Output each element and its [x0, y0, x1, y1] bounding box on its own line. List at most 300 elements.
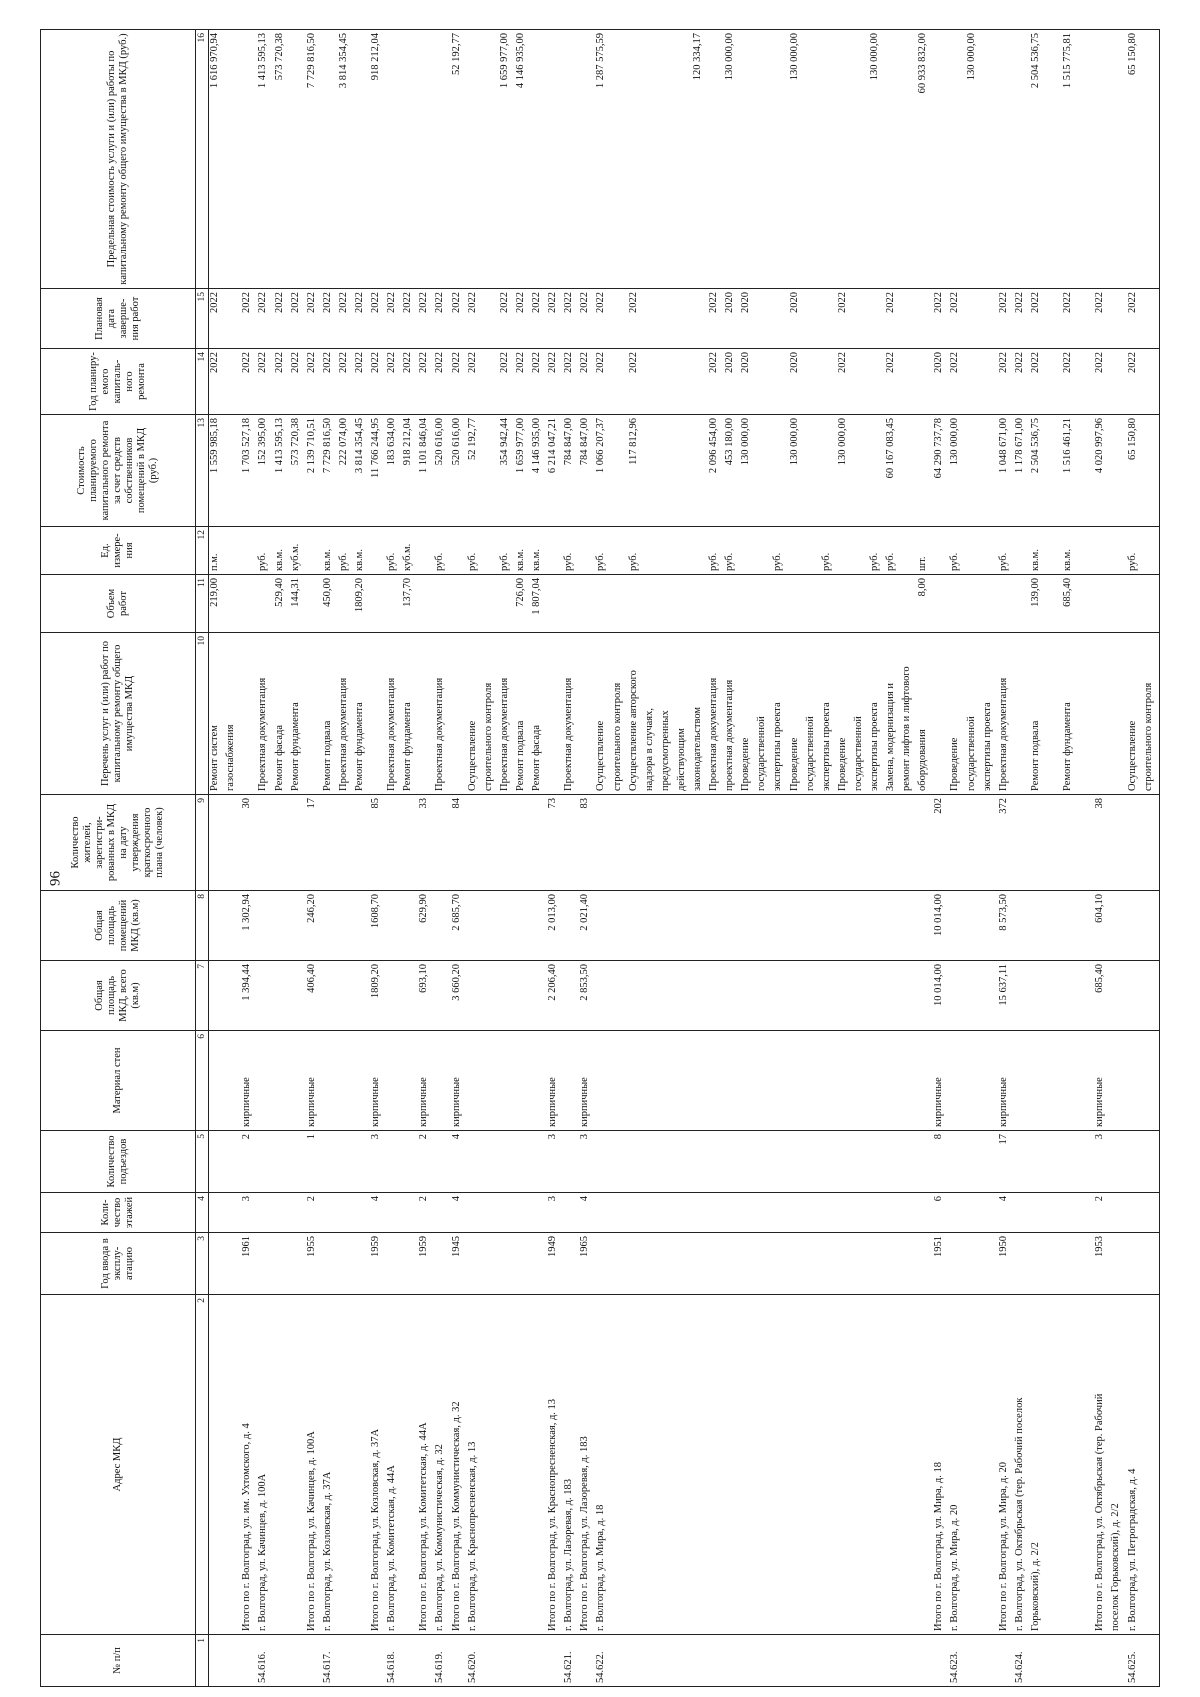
- table-cell: Проектная документация: [338, 633, 354, 795]
- table-cell: г. Волгоград, ул. Коммунистическая, д. 32: [434, 1295, 450, 1635]
- table-cell: 4: [998, 1193, 1014, 1233]
- table-cell: [853, 961, 869, 1031]
- table-cell: [933, 633, 949, 795]
- table-row: [370, 30, 386, 1687]
- table-cell: [853, 1031, 869, 1131]
- table-cell: 85: [370, 795, 386, 891]
- table-cell: 1: [306, 1131, 322, 1193]
- table-cell: [772, 349, 788, 415]
- table-cell: [354, 30, 370, 289]
- table-cell: [386, 795, 402, 891]
- table-cell: [885, 891, 901, 961]
- table-cell: [982, 1131, 998, 1193]
- table-cell: [853, 1295, 869, 1635]
- table-cell: [998, 575, 1014, 633]
- table-cell: [821, 289, 837, 349]
- table-cell: [225, 349, 241, 415]
- table-cell: [644, 1131, 660, 1193]
- table-cell: [1046, 961, 1062, 1031]
- table-cell: 2 504 536,75: [1029, 33, 1041, 89]
- table-cell: 2022: [306, 349, 322, 415]
- table-row: [1014, 30, 1030, 1687]
- table-cell: 130 000,00: [965, 33, 977, 81]
- table-cell: [692, 1131, 708, 1193]
- table-cell: 4 146 935,00: [531, 415, 547, 527]
- table-cell: [612, 891, 628, 961]
- table-cell: [708, 575, 724, 633]
- table-cell: Итого по г. Волгоград, ул. Козловская, д. 37А: [370, 1295, 386, 1635]
- table-cell: [982, 527, 998, 575]
- table-row: [821, 30, 837, 1687]
- table-cell: [225, 1131, 241, 1193]
- table-cell: [1078, 795, 1094, 891]
- table-cell: [467, 30, 483, 289]
- table-cell: [531, 1635, 547, 1687]
- table-cell: 2022: [531, 349, 547, 415]
- table-cell: [306, 575, 322, 633]
- table-cell: 1 302,94: [241, 891, 257, 961]
- table-cell: 2022: [563, 289, 579, 349]
- table-cell: [805, 1131, 821, 1193]
- table-cell: [1046, 1131, 1062, 1193]
- table-cell: [354, 795, 370, 891]
- table-cell: 1961: [241, 1233, 257, 1295]
- column-number-row: [196, 30, 209, 1687]
- table-cell: 54.622.: [595, 1635, 611, 1687]
- table-cell: [1143, 1031, 1160, 1131]
- table-cell: [1062, 1193, 1078, 1233]
- table-cell: [1062, 1131, 1078, 1193]
- table-cell: [257, 891, 273, 961]
- table-cell: [1046, 891, 1062, 961]
- table-cell: [1078, 961, 1094, 1031]
- table-cell: Проектная документация: [499, 633, 515, 795]
- table-cell: 2022: [418, 289, 434, 349]
- table-cell: Ремонт фундамента: [402, 633, 418, 795]
- table-cell: [805, 415, 821, 527]
- table-cell: 2022: [338, 349, 354, 415]
- table-cell: [1030, 1193, 1046, 1233]
- table-cell: 73: [547, 795, 563, 891]
- table-cell: 7 729 816,50: [305, 33, 317, 89]
- table-cell: 1 659 977,00: [498, 33, 510, 89]
- table-cell: [612, 527, 628, 575]
- table-cell: Проектная документация: [563, 633, 579, 795]
- table-cell: [982, 1193, 998, 1233]
- table-cell: [209, 1031, 226, 1131]
- table-cell: 2022: [547, 289, 563, 349]
- table-row: [241, 30, 257, 1687]
- table-cell: руб.: [386, 527, 402, 575]
- table-cell: [1078, 1233, 1094, 1295]
- table-cell: 453 180,00: [724, 415, 740, 527]
- table-cell: [322, 1193, 338, 1233]
- table-cell: [966, 1635, 982, 1687]
- table-cell: [1143, 349, 1160, 415]
- table-cell: [917, 289, 933, 349]
- table-cell: Ремонт фасада: [274, 633, 290, 795]
- table-cell: [869, 795, 885, 891]
- table-cell: 60 933 832,00: [917, 33, 929, 94]
- table-cell: [917, 1193, 933, 1233]
- table-cell: [644, 30, 660, 289]
- table-cell: [692, 891, 708, 961]
- table-cell: [402, 1635, 418, 1687]
- table-cell: 1 413 595,13: [257, 33, 269, 89]
- table-cell: [1143, 1233, 1160, 1295]
- table-row: [547, 30, 563, 1687]
- table-cell: 2022: [531, 289, 547, 349]
- table-cell: [966, 961, 982, 1031]
- table-cell: [998, 30, 1014, 289]
- table-cell: [1014, 1031, 1030, 1131]
- table-cell: [579, 1635, 595, 1687]
- table-cell: [1110, 415, 1126, 527]
- table-cell: [692, 289, 708, 349]
- table-cell: 54.617.: [322, 1635, 338, 1687]
- table-cell: 2022: [402, 289, 418, 349]
- table-cell: [853, 1233, 869, 1295]
- table-cell: 918 212,04: [370, 33, 382, 81]
- table-cell: [949, 1031, 965, 1131]
- column-number: 1: [196, 1635, 209, 1687]
- table-cell: [257, 1131, 273, 1193]
- table-cell: [837, 1295, 853, 1635]
- table-cell: [805, 30, 821, 289]
- table-cell: 2022: [499, 349, 515, 415]
- table-cell: [1078, 891, 1094, 961]
- table-cell: руб.: [338, 527, 354, 575]
- column-number: 8: [196, 891, 209, 961]
- table-cell: [869, 961, 885, 1031]
- table-cell: кв.м.: [322, 527, 338, 575]
- table-cell: [1030, 961, 1046, 1031]
- table-row: [274, 30, 290, 1687]
- table-cell: [1078, 527, 1094, 575]
- table-cell: 130 000,00: [724, 33, 736, 81]
- table-cell: [402, 1131, 418, 1193]
- table-cell: 1 066 207,37: [595, 415, 611, 527]
- table-cell: г. Волгоград, ул. Мира, д. 20: [949, 1295, 965, 1635]
- table-cell: [772, 1295, 788, 1635]
- table-cell: [1143, 1295, 1160, 1635]
- column-number: 5: [196, 1131, 209, 1193]
- table-cell: [724, 1233, 740, 1295]
- table-cell: [1078, 1635, 1094, 1687]
- table-cell: [644, 415, 660, 527]
- table-cell: 2: [241, 1131, 257, 1193]
- table-cell: руб.: [998, 527, 1014, 575]
- table-cell: [563, 1193, 579, 1233]
- table-cell: 1949: [547, 1233, 563, 1295]
- table-cell: [257, 1233, 273, 1295]
- table-cell: [901, 1193, 917, 1233]
- table-cell: 54.625.: [1127, 1635, 1143, 1687]
- table-cell: [499, 1193, 515, 1233]
- page-number: 96: [47, 871, 64, 886]
- table-cell: [499, 575, 515, 633]
- table-cell: 2022: [885, 289, 901, 349]
- table-cell: [901, 795, 917, 891]
- table-cell: [966, 575, 982, 633]
- table-cell: [434, 1193, 450, 1233]
- table-cell: 3: [370, 1131, 386, 1193]
- table-cell: [660, 527, 676, 575]
- table-cell: [354, 1295, 370, 1635]
- table-cell: [805, 1031, 821, 1131]
- table-cell: 130 000,00: [869, 33, 880, 81]
- table-cell: [1014, 891, 1030, 961]
- table-cell: [579, 633, 595, 795]
- table-cell: [354, 1031, 370, 1131]
- table-cell: [290, 1233, 306, 1295]
- table-cell: [467, 1131, 483, 1193]
- table-cell: 183 634,00: [386, 415, 402, 527]
- table-row: [579, 30, 595, 1687]
- table-cell: [402, 30, 418, 289]
- table-cell: [1046, 1295, 1062, 1635]
- table-cell: 2022: [209, 349, 226, 415]
- table-cell: [933, 30, 949, 289]
- table-cell: [563, 891, 579, 961]
- table-cell: [595, 1031, 611, 1131]
- column-header: Адрес МКД: [41, 1295, 196, 1635]
- table-cell: 2 206,40: [547, 961, 563, 1031]
- table-cell: 11 766 244,95: [370, 415, 386, 527]
- table-cell: [724, 795, 740, 891]
- table-cell: [1078, 1131, 1094, 1193]
- column-number: 14: [196, 349, 209, 415]
- table-cell: [257, 795, 273, 891]
- table-cell: [982, 415, 998, 527]
- table-cell: [370, 1635, 386, 1687]
- table-cell: [1030, 1031, 1046, 1131]
- table-cell: [1143, 527, 1160, 575]
- table-cell: 2 853,50: [579, 961, 595, 1031]
- table-cell: [1030, 1635, 1046, 1687]
- table-cell: [917, 1131, 933, 1193]
- table-cell: [1046, 30, 1062, 289]
- table-cell: 1 559 985,18: [209, 415, 226, 527]
- table-cell: 2022: [579, 289, 595, 349]
- table-cell: 2: [1094, 1193, 1110, 1233]
- table-cell: [274, 1295, 290, 1635]
- table-cell: [1062, 1031, 1078, 1131]
- table-cell: [290, 1031, 306, 1131]
- table-cell: [1062, 1295, 1078, 1635]
- table-cell: г. Волгоград, ул. Октябрьская (тер. Рабочий поселок: [1014, 1295, 1030, 1635]
- table-cell: 120 334,17: [691, 33, 703, 81]
- table-cell: [676, 961, 692, 1031]
- table-cell: 1 807,04: [531, 575, 547, 633]
- table-cell: Ремонт подвала: [515, 633, 531, 795]
- table-cell: 130 000,00: [740, 415, 756, 527]
- table-cell: 2022: [338, 289, 354, 349]
- table-cell: [499, 795, 515, 891]
- column-number: 7: [196, 961, 209, 1031]
- table-cell: 6 214 047,21: [547, 415, 563, 527]
- table-cell: 685,40: [1062, 575, 1078, 633]
- table-cell: [821, 795, 837, 891]
- table-cell: 1 413 595,13: [274, 415, 290, 527]
- table-cell: [708, 1635, 724, 1687]
- table-cell: [789, 527, 805, 575]
- table-cell: [692, 415, 708, 527]
- table-cell: [338, 1233, 354, 1295]
- table-cell: [338, 1295, 354, 1635]
- table-cell: 117 812,96: [628, 415, 644, 527]
- table-cell: [547, 633, 563, 795]
- table-cell: [740, 961, 756, 1031]
- table-cell: [483, 1635, 499, 1687]
- table-cell: [1046, 289, 1062, 349]
- table-cell: 152 395,00: [257, 415, 273, 527]
- table-cell: [1127, 1031, 1143, 1131]
- table-cell: [1127, 1233, 1143, 1295]
- table-cell: куб.м.: [402, 527, 418, 575]
- table-cell: [451, 633, 467, 795]
- table-cell: руб.: [628, 527, 644, 575]
- column-header: Количество подъездов: [41, 1131, 196, 1193]
- table-cell: [241, 30, 257, 289]
- table-cell: [740, 891, 756, 961]
- table-cell: [853, 1635, 869, 1687]
- table-cell: [290, 891, 306, 961]
- table-cell: [595, 795, 611, 891]
- table-cell: [885, 30, 901, 289]
- table-cell: [354, 1233, 370, 1295]
- table-cell: 784 847,00: [563, 415, 579, 527]
- table-cell: [885, 575, 901, 633]
- table-cell: [982, 961, 998, 1031]
- table-cell: 685,40: [1094, 961, 1110, 1031]
- table-cell: [467, 1031, 483, 1131]
- table-cell: [772, 575, 788, 633]
- table-cell: 130 000,00: [788, 33, 800, 81]
- table-cell: [274, 1193, 290, 1233]
- table-cell: [1078, 349, 1094, 415]
- table-cell: 2022: [322, 349, 338, 415]
- table-cell: [917, 891, 933, 961]
- table-cell: 2022: [1094, 289, 1110, 349]
- table-cell: [853, 1131, 869, 1193]
- table-cell: [837, 30, 853, 289]
- table-cell: [821, 1193, 837, 1233]
- table-cell: государственной: [853, 633, 869, 795]
- table-cell: 83: [579, 795, 595, 891]
- table-cell: [1014, 795, 1030, 891]
- table-cell: 246,20: [306, 891, 322, 961]
- table-cell: 1965: [579, 1233, 595, 1295]
- table-cell: 2022: [708, 349, 724, 415]
- table-cell: [772, 1635, 788, 1687]
- table-cell: 450,00: [322, 575, 338, 633]
- table-cell: г. Волгоград, ул. Лазоревая, д. 183: [563, 1295, 579, 1635]
- table-cell: [805, 289, 821, 349]
- column-header: № п/п: [41, 1635, 196, 1687]
- table-cell: [837, 961, 853, 1031]
- table-cell: [692, 575, 708, 633]
- table-cell: 2022: [257, 349, 273, 415]
- table-cell: [338, 1193, 354, 1233]
- table-cell: [579, 527, 595, 575]
- table-cell: [1110, 1193, 1126, 1233]
- table-row: [354, 30, 370, 1687]
- table-cell: [1110, 1635, 1126, 1687]
- table-cell: [628, 795, 644, 891]
- table-cell: [708, 1131, 724, 1193]
- table-cell: 2 139 710,51: [306, 415, 322, 527]
- table-cell: [434, 795, 450, 891]
- table-row: [451, 30, 467, 1687]
- table-cell: [1110, 795, 1126, 891]
- table-cell: [1143, 891, 1160, 961]
- table-cell: [821, 1295, 837, 1635]
- table-cell: [225, 30, 241, 289]
- table-cell: [579, 575, 595, 633]
- table-cell: [756, 1193, 772, 1233]
- table-cell: [837, 1031, 853, 1131]
- table-cell: 2020: [724, 289, 740, 349]
- table-cell: [853, 891, 869, 961]
- column-number: 13: [196, 415, 209, 527]
- table-cell: [821, 1031, 837, 1131]
- table-cell: [531, 1131, 547, 1193]
- table-cell: 2022: [418, 349, 434, 415]
- table-cell: [386, 1193, 402, 1233]
- table-cell: 520 616,00: [434, 415, 450, 527]
- table-cell: [612, 1635, 628, 1687]
- table-cell: [595, 575, 611, 633]
- table-cell: [499, 891, 515, 961]
- table-row: [499, 30, 515, 1687]
- table-cell: Ремонт систем: [209, 633, 226, 795]
- table-cell: [1046, 349, 1062, 415]
- table-cell: 2022: [451, 289, 467, 349]
- table-cell: [209, 1131, 226, 1193]
- table-cell: 33: [418, 795, 434, 891]
- table-cell: [434, 1233, 450, 1295]
- table-cell: [982, 1233, 998, 1295]
- table-cell: Проектная документация: [434, 633, 450, 795]
- table-cell: [322, 795, 338, 891]
- table-row: [402, 30, 418, 1687]
- table-cell: [483, 1295, 499, 1635]
- table-cell: [370, 527, 386, 575]
- table-cell: кирпичные: [579, 1031, 595, 1131]
- table-cell: [225, 1031, 241, 1131]
- table-cell: кирпичные: [1094, 1031, 1110, 1131]
- table-cell: руб.: [434, 527, 450, 575]
- table-row: [628, 30, 644, 1687]
- table-cell: [756, 1233, 772, 1295]
- table-cell: [628, 575, 644, 633]
- table-cell: [1078, 289, 1094, 349]
- table-cell: 2022: [451, 349, 467, 415]
- table-cell: Осуществление: [467, 633, 483, 795]
- table-body: [209, 30, 1160, 1687]
- table-cell: действующим: [676, 633, 692, 795]
- table-cell: 3: [579, 1131, 595, 1193]
- table-row: [805, 30, 821, 1687]
- table-cell: [402, 795, 418, 891]
- table-cell: [1030, 795, 1046, 891]
- table-row: [531, 30, 547, 1687]
- table-cell: [676, 349, 692, 415]
- table-cell: [451, 527, 467, 575]
- table-cell: [322, 1131, 338, 1193]
- table-cell: [290, 30, 306, 289]
